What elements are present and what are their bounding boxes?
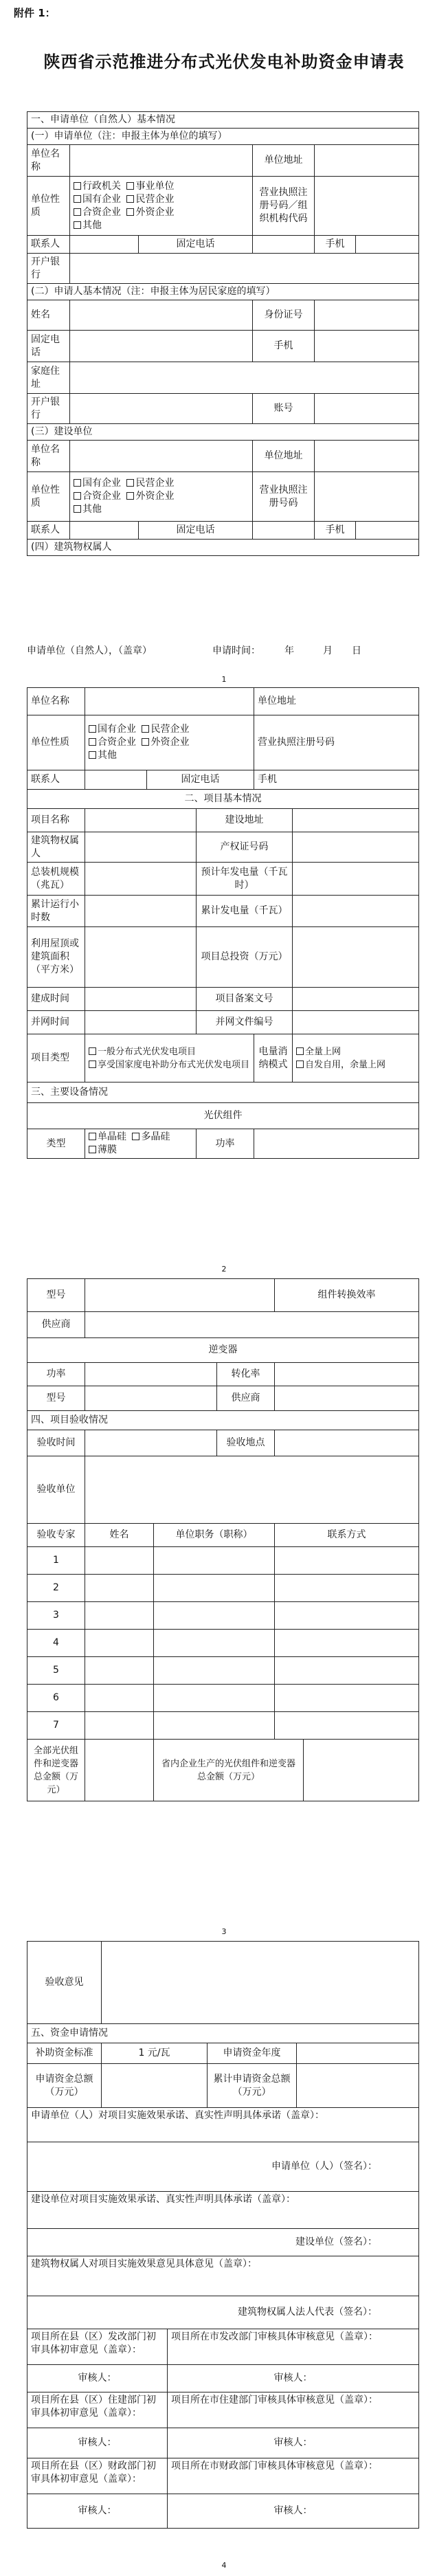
- consume-mode-label: 电量消纳模式: [254, 1034, 293, 1082]
- unit-name-field-4[interactable]: [85, 688, 254, 715]
- expert-title-field[interactable]: [154, 1685, 275, 1712]
- mobile-label-3: 手机: [315, 522, 356, 540]
- table-row: [27, 1685, 419, 1712]
- home-address-label: 家庭住址: [27, 362, 70, 394]
- unit-name-label-3: 单位名称: [27, 441, 70, 472]
- section1-sub3: (三）建设单位: [27, 424, 419, 441]
- unit-name-field[interactable]: [70, 145, 253, 177]
- table-row: [27, 1575, 419, 1602]
- section1-header: 一、申请单位（自然人）基本情况: [27, 112, 419, 129]
- year-field[interactable]: [297, 2043, 419, 2064]
- reg-no-label-3: 营业执照注册号码: [253, 472, 315, 522]
- cum-output-field[interactable]: [293, 896, 419, 927]
- contact-label-4: 联系人: [27, 770, 85, 790]
- application-date-text: 申请时间： 年 月 日: [212, 645, 361, 656]
- landline-field-3[interactable]: [253, 522, 315, 540]
- account-field[interactable]: [315, 394, 419, 424]
- accept-unit-label: 验收单位: [27, 1456, 85, 1524]
- contact-field-3[interactable]: [70, 522, 139, 540]
- section2-header: 二、项目基本情况: [27, 790, 419, 809]
- scale-label: 总装机规模（兆瓦）: [27, 863, 85, 896]
- project-type-options[interactable]: [85, 1034, 254, 1082]
- expert-name-field[interactable]: [85, 1657, 154, 1685]
- build-time-label: 建成时间: [27, 988, 85, 1011]
- checkbox-general-pv[interactable]: 一般分布式光伏发电项目: [89, 1045, 196, 1058]
- expert-name-field[interactable]: [85, 1602, 154, 1630]
- city-dev-opinion: 项目所在市发改部门审核具体审核意见（盖章）：: [168, 2329, 419, 2365]
- module-type-options[interactable]: [85, 1129, 197, 1159]
- power-field[interactable]: [254, 1129, 419, 1159]
- landline-field-2[interactable]: [70, 331, 253, 362]
- expert-title-field[interactable]: [154, 1602, 275, 1630]
- accept-time-field[interactable]: [85, 1430, 217, 1456]
- module-type-label: 类型: [27, 1129, 85, 1159]
- table-row: [27, 1602, 419, 1630]
- accept-place-field[interactable]: [275, 1430, 419, 1456]
- unit-address-label: 单位地址: [253, 145, 315, 177]
- checkbox-mono[interactable]: 单晶硅: [89, 1131, 126, 1144]
- applicant-seal-text: 申请单位（自然人），（盖章）: [27, 645, 152, 656]
- project-name-field[interactable]: [85, 809, 197, 832]
- grid-time-label: 并网时间: [27, 1011, 85, 1034]
- accept-place-label: 验收地点: [217, 1430, 275, 1456]
- checkbox-private[interactable]: 民营企业: [126, 193, 174, 206]
- cert-no-field[interactable]: [293, 832, 419, 863]
- unit-nature-label: 单位性质: [27, 177, 70, 236]
- expert-title-field[interactable]: [154, 1657, 275, 1685]
- hours-label: 累计运行小时数: [27, 896, 85, 927]
- contact-label-3: 联系人: [27, 522, 70, 540]
- standard-label: 补助资金标准: [27, 2043, 102, 2064]
- supplier-field[interactable]: [85, 1312, 419, 1338]
- city-house-opinion: 项目所在市住建部门审核具体审核意见（盖章）：: [168, 2392, 419, 2428]
- owner-opinion: 建筑物权属人对项目实施效果意见具体意见（盖章）：: [27, 2256, 419, 2296]
- expert-name-field[interactable]: [85, 1575, 154, 1602]
- section1-sub4: (四）建筑物权属人: [27, 540, 419, 556]
- expert-name-field[interactable]: [85, 1630, 154, 1657]
- expert-contact-field[interactable]: [275, 1685, 419, 1712]
- contact-field-4[interactable]: [85, 770, 147, 790]
- expert-header-name: 姓名: [85, 1524, 154, 1547]
- unit-name-label-4: 单位名称: [27, 688, 85, 715]
- checkbox-joint-venture-4[interactable]: 合资企业: [89, 736, 136, 749]
- mobile-label-4: 手机: [254, 770, 419, 790]
- home-address-field[interactable]: [70, 362, 419, 394]
- bank-label: 开户银行: [27, 254, 70, 284]
- page-number-1: 1: [221, 675, 227, 684]
- expert-row-number: 4: [27, 1630, 85, 1657]
- expert-contact-field[interactable]: [275, 1575, 419, 1602]
- name-field[interactable]: [70, 300, 253, 331]
- landline-label-3: 固定电话: [139, 522, 253, 540]
- local-amount-field[interactable]: [304, 1740, 419, 1801]
- unit-address-label-4: 单位地址: [254, 688, 419, 715]
- investment-field[interactable]: [293, 927, 419, 988]
- hours-field[interactable]: [85, 896, 197, 927]
- checkbox-subsidized-pv[interactable]: 享受国家度电补助分布式光伏发电项目: [89, 1058, 249, 1072]
- expert-header-expert: 验收专家: [27, 1524, 85, 1547]
- year-label: 申请资金年度: [208, 2043, 297, 2064]
- efficiency-label: 组件转换效率: [275, 1279, 419, 1312]
- applicant-info-table: [27, 111, 419, 556]
- builder-promise: 建设单位对项目实施效果承诺、真实性声明具体承诺（盖章）：: [27, 2192, 419, 2229]
- expert-row-number: 7: [27, 1712, 85, 1740]
- inverter-model-field[interactable]: [85, 1386, 217, 1411]
- applicant-promise: 申请单位（人）对项目实施效果承诺、真实性声明具体承诺（盖章）：: [27, 2108, 419, 2142]
- city-fin-opinion: 项目所在市财政部门审核具体审核意见（盖章）：: [168, 2458, 419, 2494]
- checkbox-state-owned-3[interactable]: 国有企业: [74, 477, 121, 490]
- table-row: [27, 1630, 419, 1657]
- checkbox-foreign-4[interactable]: 外资企业: [142, 736, 189, 749]
- inverter-supplier-label: 供应商: [217, 1386, 275, 1411]
- checkbox-poly[interactable]: 多晶硅: [132, 1131, 170, 1144]
- bank-field[interactable]: [70, 254, 419, 284]
- city-house-reviewer: 审核人：: [168, 2428, 419, 2458]
- table-row: [27, 1547, 419, 1575]
- grid-doc-label: 并网文件编号: [197, 1011, 293, 1034]
- id-no-field[interactable]: [315, 300, 419, 331]
- section5-header: 五、资金申请情况: [27, 2024, 419, 2043]
- cum-total-field[interactable]: [297, 2064, 419, 2108]
- owner-label: 建筑物权属人: [27, 832, 85, 863]
- inverter-header: 逆变器: [27, 1338, 419, 1363]
- project-info-table: [27, 687, 419, 1159]
- checkbox-full-grid[interactable]: 全量上网: [296, 1045, 341, 1058]
- inverter-model-label: 型号: [27, 1386, 85, 1411]
- project-type-label: 项目类型: [27, 1034, 85, 1082]
- county-dev-reviewer: 审核人：: [27, 2365, 168, 2392]
- expert-header-title: 单位职务（职称）: [154, 1524, 275, 1547]
- checkbox-private-4[interactable]: 民营企业: [142, 723, 189, 736]
- cert-no-label: 产权证号码: [197, 832, 293, 863]
- expert-contact-field[interactable]: [275, 1602, 419, 1630]
- unit-address-field[interactable]: [315, 145, 419, 177]
- section3-header: 三、主要设备情况: [27, 1082, 419, 1103]
- pv-module-header: 光伏组件: [27, 1103, 419, 1129]
- landline-label-2: 固定电话: [27, 331, 70, 362]
- equipment-acceptance-table: [27, 1278, 419, 1801]
- reg-no-field-3[interactable]: [315, 472, 419, 522]
- mobile-label-2: 手机: [253, 331, 315, 362]
- expert-header-contact: 联系方式: [275, 1524, 419, 1547]
- local-amount-label: 省内企业生产的光伏组件和逆变器总金额（万元）: [154, 1740, 304, 1801]
- bank-field-2[interactable]: [70, 394, 253, 424]
- expert-contact-field[interactable]: [275, 1547, 419, 1575]
- mobile-label: 手机: [315, 236, 356, 254]
- scale-field[interactable]: [85, 863, 197, 896]
- grid-doc-field[interactable]: [293, 1011, 419, 1034]
- page-number-3: 3: [221, 1927, 227, 1936]
- total-amount-label: 全部光伏组件和逆变器总金额（万元）: [27, 1740, 85, 1801]
- model-label: 型号: [27, 1279, 85, 1312]
- annual-output-label: 预计年发电量（千瓦时）: [197, 863, 293, 896]
- opinion-label: 验收意见: [27, 1942, 102, 2024]
- owner-sign: 建筑物权属人法人代表（签名）：: [27, 2296, 419, 2329]
- section1-sub2: (二）申请人基本情况（注：申报主体为居民家庭的填写）: [27, 284, 419, 300]
- investment-label: 项目总投资（万元）: [197, 927, 293, 988]
- expert-row-number: 6: [27, 1685, 85, 1712]
- city-fin-reviewer: 审核人：: [168, 2494, 419, 2529]
- expert-row-number: 2: [27, 1575, 85, 1602]
- city-dev-reviewer: 审核人：: [168, 2365, 419, 2392]
- owner-field[interactable]: [85, 832, 197, 863]
- inverter-supplier-field[interactable]: [275, 1386, 419, 1411]
- expert-contact-field[interactable]: [275, 1630, 419, 1657]
- builder-sign: 建设单位（签名）：: [27, 2229, 419, 2256]
- accept-time-label: 验收时间: [27, 1430, 85, 1456]
- name-label: 姓名: [27, 300, 70, 331]
- reg-no-label-4: 营业执照注册号码: [254, 715, 419, 770]
- consume-mode-options[interactable]: [293, 1034, 419, 1082]
- contact-field[interactable]: [70, 236, 139, 254]
- page-number-4: 4: [221, 2561, 227, 2570]
- inverter-power-field[interactable]: [85, 1363, 217, 1386]
- county-house-opinion: 项目所在县（区）住建部门初审具体初审意见（盖章）：: [27, 2392, 168, 2428]
- grid-time-field[interactable]: [85, 1011, 197, 1034]
- account-label: 账号: [253, 394, 315, 424]
- checkbox-film[interactable]: 薄膜: [89, 1144, 117, 1157]
- supplier-label: 供应商: [27, 1312, 85, 1338]
- checkbox-other-4[interactable]: 其他: [89, 749, 117, 762]
- unit-nature-label-4: 单位性质: [27, 715, 85, 770]
- expert-contact-field[interactable]: [275, 1657, 419, 1685]
- total-field[interactable]: [102, 2064, 208, 2108]
- expert-title-field[interactable]: [154, 1547, 275, 1575]
- checkbox-institution[interactable]: 事业单位: [126, 180, 174, 193]
- expert-row-number: 1: [27, 1547, 85, 1575]
- annual-output-field[interactable]: [293, 863, 419, 896]
- checkbox-self-use[interactable]: 自发自用，余量上网: [296, 1058, 385, 1072]
- unit-nature-options-3[interactable]: [70, 472, 253, 522]
- accept-unit-field[interactable]: [85, 1456, 419, 1524]
- opinion-field[interactable]: [102, 1942, 419, 2024]
- unit-address-label-3: 单位地址: [253, 441, 315, 472]
- mobile-field-2[interactable]: [315, 331, 419, 362]
- landline-field[interactable]: [253, 236, 315, 254]
- roof-area-label: 利用屋顶或建筑面积（平方米）: [27, 927, 85, 988]
- reg-no-org-label: 营业执照注册号码／组织机构代码: [253, 177, 315, 236]
- county-house-reviewer: 审核人：: [27, 2428, 168, 2458]
- cum-output-label: 累计发电量（千瓦）: [197, 896, 293, 927]
- expert-name-field[interactable]: [85, 1712, 154, 1740]
- expert-row-number: 3: [27, 1602, 85, 1630]
- county-dev-opinion: 项目所在县（区）发改部门初审具体初审意见（盖章）：: [27, 2329, 168, 2365]
- landline-label-4: 固定电话: [147, 770, 254, 790]
- expert-row-number: 5: [27, 1657, 85, 1685]
- section4-header: 四、项目验收情况: [27, 1411, 419, 1430]
- checkbox-admin[interactable]: 行政机关: [74, 180, 121, 193]
- contact-label: 联系人: [27, 236, 70, 254]
- checkbox-foreign[interactable]: 外资企业: [126, 206, 174, 219]
- checkbox-other-3[interactable]: 其他: [74, 503, 102, 516]
- applicant-sign: 申请单位（人）（签名）：: [27, 2142, 419, 2192]
- build-location-field[interactable]: [293, 809, 419, 832]
- checkbox-joint-venture-3[interactable]: 合资企业: [74, 490, 121, 503]
- expert-title-field[interactable]: [154, 1630, 275, 1657]
- expert-name-field[interactable]: [85, 1547, 154, 1575]
- conv-rate-field[interactable]: [275, 1363, 419, 1386]
- filing-no-field[interactable]: [293, 988, 419, 1011]
- checkbox-joint-venture[interactable]: 合资企业: [74, 206, 121, 219]
- form-title: 陕西省示范推进分布式光伏发电补助资金申请表: [43, 52, 405, 71]
- landline-label: 固定电话: [139, 236, 253, 254]
- checkbox-state-owned[interactable]: 国有企业: [74, 193, 121, 206]
- unit-nature-options-4[interactable]: [85, 715, 254, 770]
- expert-title-field[interactable]: [154, 1712, 275, 1740]
- expert-name-field[interactable]: [85, 1685, 154, 1712]
- standard-value: 1 元/瓦: [102, 2043, 208, 2064]
- table-row: [27, 1712, 419, 1740]
- inverter-power-label: 功率: [27, 1363, 85, 1386]
- total-label: 申请资金总额（万元）: [27, 2064, 102, 2108]
- unit-name-field-3[interactable]: [70, 441, 253, 472]
- checkbox-other[interactable]: 其他: [74, 219, 102, 232]
- cum-total-label: 累计申请资金总额（万元）: [208, 2064, 297, 2108]
- mobile-field-3[interactable]: [356, 522, 419, 540]
- checkbox-state-owned-4[interactable]: 国有企业: [89, 723, 136, 736]
- expert-title-field[interactable]: [154, 1575, 275, 1602]
- unit-name-label: 单位名称: [27, 145, 70, 177]
- expert-contact-field[interactable]: [275, 1712, 419, 1740]
- bank-label-2: 开户银行: [27, 394, 70, 424]
- power-label: 功率: [197, 1129, 254, 1159]
- checkbox-foreign-3[interactable]: 外资企业: [126, 490, 174, 503]
- total-amount-field[interactable]: [85, 1740, 154, 1801]
- id-no-label: 身份证号: [253, 300, 315, 331]
- filing-no-label: 项目备案文号: [197, 988, 293, 1011]
- table-row: [27, 1657, 419, 1685]
- county-fin-opinion: 项目所在县（区）财政部门初审具体初审意见（盖章）：: [27, 2458, 168, 2494]
- build-location-label: 建设地址: [197, 809, 293, 832]
- project-name-label: 项目名称: [27, 809, 85, 832]
- reg-no-org-field[interactable]: [315, 177, 419, 236]
- roof-area-field[interactable]: [85, 927, 197, 988]
- conv-rate-label: 转化率: [217, 1363, 275, 1386]
- mobile-field[interactable]: [356, 236, 419, 254]
- unit-nature-label-3: 单位性质: [27, 472, 70, 522]
- model-field[interactable]: [85, 1279, 275, 1312]
- build-time-field[interactable]: [85, 988, 197, 1011]
- section1-sub1: (一）申请单位（注：申报主体为单位的填写）: [27, 129, 419, 145]
- unit-address-field-3[interactable]: [315, 441, 419, 472]
- funding-application-table: [27, 1941, 419, 2529]
- page-number-2: 2: [221, 1265, 227, 1274]
- checkbox-private-3[interactable]: 民营企业: [126, 477, 174, 490]
- unit-nature-options[interactable]: [70, 177, 253, 236]
- county-fin-reviewer: 审核人：: [27, 2494, 168, 2529]
- attachment-label: 附件 1：: [14, 7, 56, 19]
